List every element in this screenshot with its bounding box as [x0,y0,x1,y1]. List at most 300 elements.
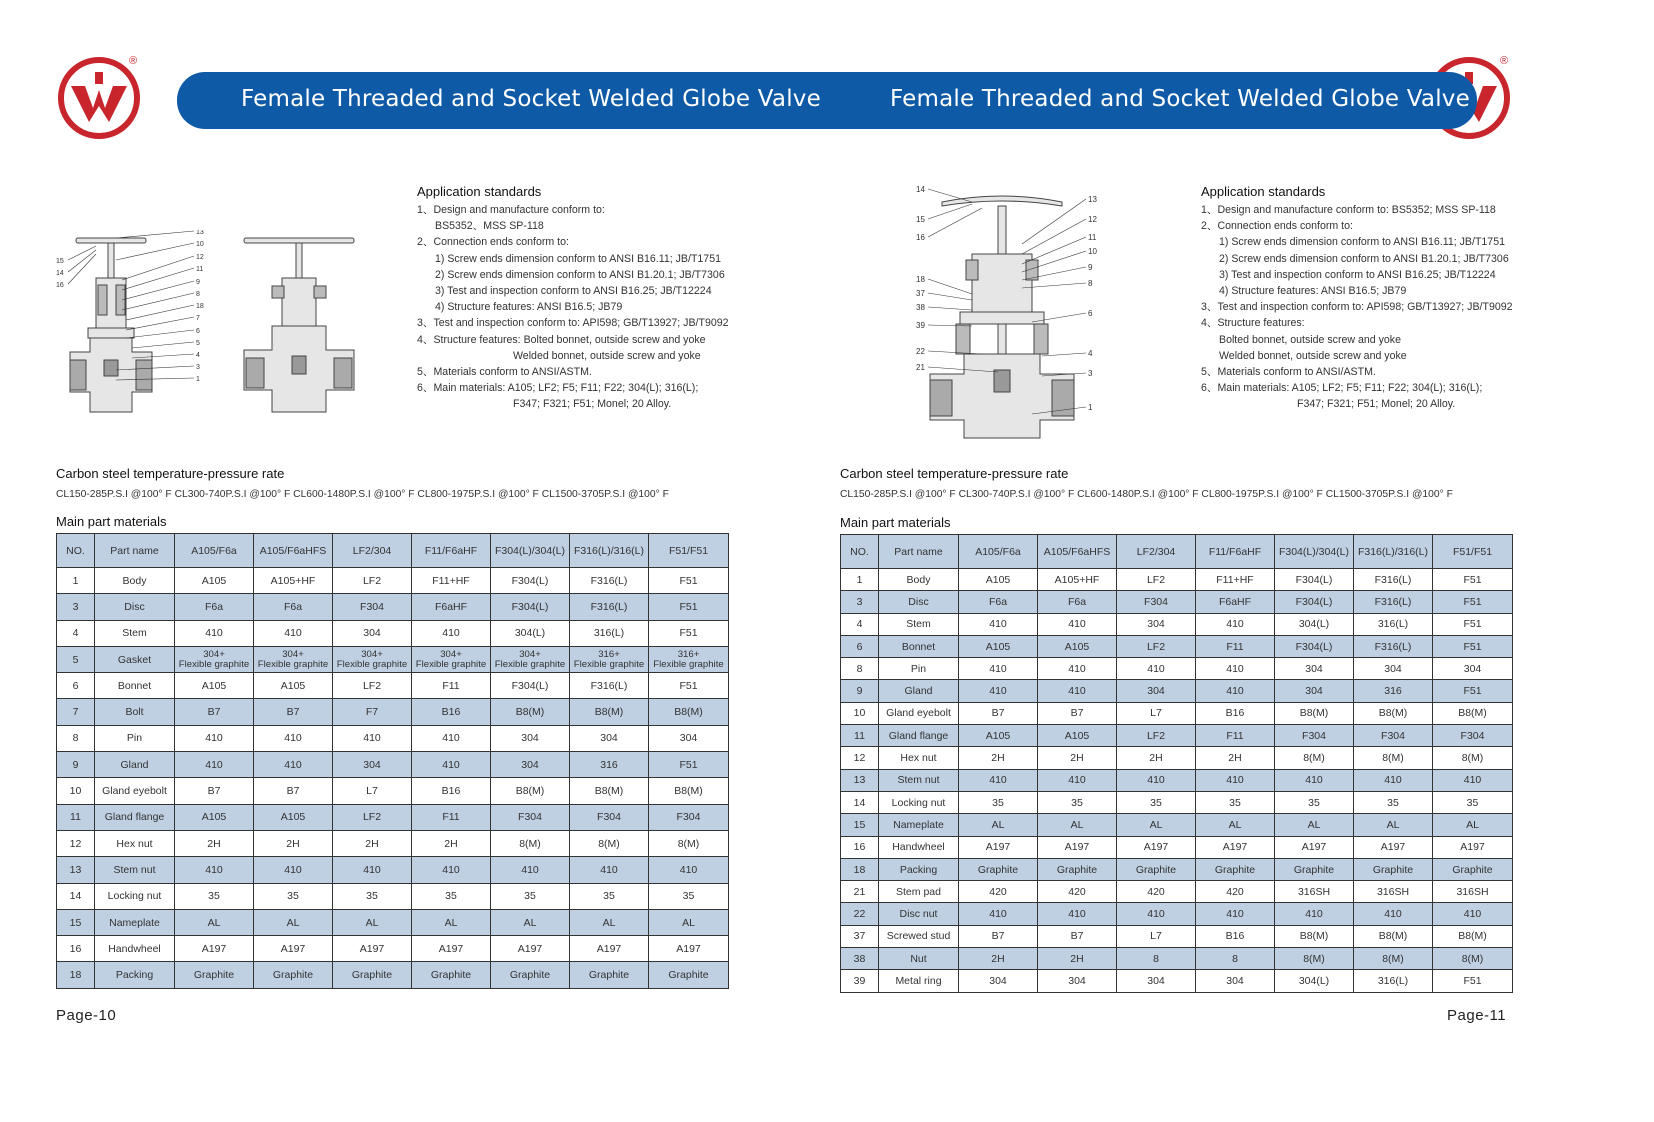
callout-label: 13 [1088,195,1097,204]
table-cell: B8(M) [491,778,570,804]
table-cell: 35 [649,883,729,909]
standard-line: 4) Structure features: ANSI B16.5; JB79 [435,301,623,314]
table-row [57,752,729,778]
table-row [841,569,1513,591]
table-cell: LF2 [1117,725,1196,747]
table-cell: B16 [1196,702,1275,724]
table-cell: 14 [841,791,879,813]
table-cell: LF2 [333,804,412,830]
table-cell: 410 [649,857,729,883]
table-cell: 21 [841,881,879,903]
table-cell: F304 [1275,725,1354,747]
table-cell: Graphite [1196,858,1275,880]
callout-line [122,268,194,290]
table-cell: F316(L) [1354,635,1433,657]
table-cell: Packing [879,858,959,880]
table-cell: Graphite [1354,858,1433,880]
standard-line: 3、Test and inspection conform to: API598; GB/T13927; JB/T9092 [1201,301,1513,314]
table-cell: 410 [570,857,649,883]
table-cell: Bonnet [95,673,175,699]
table-cell: B7 [254,699,333,725]
table-cell: A105 [175,568,254,594]
callout-label: 6 [1088,309,1093,318]
table-cell: 410 [1354,769,1433,791]
table-cell: A105 [959,635,1038,657]
table-cell: F6aHF [1196,591,1275,613]
table-cell: Pin [879,658,959,680]
table-cell: A105 [175,673,254,699]
table-cell: 410 [1433,903,1513,925]
callout-label: 21 [916,363,925,372]
registered-mark-right: ® [1500,55,1509,67]
table-cell: 410 [1038,769,1117,791]
table-cell: 410 [254,620,333,646]
table-cell: F11 [412,804,491,830]
table-row [57,936,729,962]
table-cell: 304 [1275,680,1354,702]
callout-label: 38 [916,303,925,312]
table-cell: F304(L) [491,673,570,699]
table-row [841,658,1513,680]
table-row [841,769,1513,791]
table-cell: 304 [1038,970,1117,992]
table-cell: 11 [57,804,95,830]
table-cell: 22 [841,903,879,925]
table-cell: B8(M) [1354,702,1433,724]
table-cell: Graphite [333,962,412,988]
table-cell: Gland flange [95,804,175,830]
table-cell: B16 [1196,925,1275,947]
table-row [57,725,729,751]
table-cell: L7 [1117,925,1196,947]
table-cell: 410 [1117,769,1196,791]
table-cell: 304 [491,752,570,778]
table-cell: B8(M) [1354,925,1433,947]
table-row [841,970,1513,992]
callout-label: 10 [1088,247,1097,256]
table-cell: Handwheel [95,936,175,962]
callout-line [1042,353,1086,356]
table-cell: F304(L) [491,594,570,620]
table-cell: Nameplate [95,909,175,935]
column-header: A105/F6a [959,535,1038,569]
table-cell: 410 [412,620,491,646]
table-cell: Pin [95,725,175,751]
table-cell: 16 [57,936,95,962]
table-cell: 9 [841,680,879,702]
table-cell: B8(M) [1275,702,1354,724]
table-cell: F7 [333,699,412,725]
callout-label: 37 [916,289,925,298]
table-cell: 2H [1196,747,1275,769]
callout-label: 11 [196,266,204,273]
table-cell: F11+HF [1196,569,1275,591]
table-cell: 410 [412,857,491,883]
standard-line: 2、Connection ends conform to: [1201,220,1353,233]
table-cell: Bolt [95,699,175,725]
table-row [841,747,1513,769]
column-header: Part name [95,534,175,568]
table-row [841,613,1513,635]
table-row [841,680,1513,702]
callout-label: 3 [1088,369,1093,378]
table-cell: F304(L) [1275,569,1354,591]
table-cell: AL [649,909,729,935]
table-cell: A197 [1196,836,1275,858]
table-cell: 304 [570,725,649,751]
table-cell: 15 [841,814,879,836]
table-cell: F51 [1433,970,1513,992]
table-cell: F304 [570,804,649,830]
materials-heading-right: Main part materials [840,515,951,530]
table-cell: B7 [1038,925,1117,947]
table-cell: 35 [1275,791,1354,813]
table-cell: 410 [1196,613,1275,635]
table-cell: A197 [959,836,1038,858]
table-cell: 13 [841,769,879,791]
column-header: F316(L)/316(L) [570,534,649,568]
table-cell: AL [1354,814,1433,836]
table-row [57,620,729,646]
table-row [841,925,1513,947]
callout-line [122,281,194,300]
table-cell: 304 [959,970,1038,992]
cell-line: Flexible graphite [494,658,566,670]
table-row [841,791,1513,813]
table-cell: 35 [1196,791,1275,813]
table-cell: 410 [333,725,412,751]
table-cell: 2H [959,747,1038,769]
table-cell: 8 [1196,948,1275,970]
table-cell: 410 [333,857,412,883]
valve-drawing-right [912,184,1112,444]
table-cell: 316 [1354,680,1433,702]
table-cell: 8(M) [491,830,570,856]
table-row [57,909,729,935]
column-header: A105/F6a [175,534,254,568]
table-cell: Locking nut [95,883,175,909]
table-cell: 410 [175,620,254,646]
callout-label: 4 [1088,349,1093,358]
callout-label: 14 [56,270,64,277]
table-cell: Stem [879,613,959,635]
table-cell: B7 [254,778,333,804]
table-cell: Gland [95,752,175,778]
table-row [841,858,1513,880]
table-cell: F316(L) [570,673,649,699]
callout-line [126,317,194,330]
table-cell: 35 [333,883,412,909]
standards-heading: Application standards [1201,184,1326,199]
table-cell: Screwed stud [879,925,959,947]
page-number-right: Page-11 [1447,1007,1507,1024]
callout-line [1022,237,1086,264]
table-cell: 304(L) [491,620,570,646]
column-header: A105/F6aHFS [1038,535,1117,569]
table-row [841,948,1513,970]
callout-label: 9 [196,279,200,286]
rate-heading-left: Carbon steel temperature-pressure rate [56,466,285,481]
callout-label: 18 [916,275,925,284]
table-cell: 410 [1196,769,1275,791]
table-cell: 316SH [1354,881,1433,903]
table-cell: Gland eyebolt [879,702,959,724]
table-cell: B8(M) [1275,925,1354,947]
standard-line: 5、Materials conform to ANSI/ASTM. [417,366,592,379]
table-row [57,699,729,725]
table-cell: Disc nut [879,903,959,925]
table-cell: 35 [1433,791,1513,813]
table-cell: 410 [254,857,333,883]
table-cell: F51 [1433,680,1513,702]
table-cell: 8(M) [1433,948,1513,970]
table-cell: 8(M) [1354,747,1433,769]
table-cell: F6a [1038,591,1117,613]
standard-line: 5、Materials conform to ANSI/ASTM. [1201,366,1376,379]
standard-line: 3) Test and inspection conform to ANSI B16.25; JB/T12224 [435,285,712,298]
standard-line: 2、Connection ends conform to: [417,236,569,249]
table-cell: 6 [57,673,95,699]
table-cell: A105 [254,673,333,699]
table-cell: 304 [333,752,412,778]
cell-line: Flexible graphite [415,658,487,670]
standard-line: 3、Test and inspection conform to: API598; GB/T13927; JB/T9092 [417,317,729,330]
table-cell: 1 [841,569,879,591]
table-cell: F51 [649,568,729,594]
standard-line: 1、Design and manufacture conform to: BS5352; MSS SP-118 [1201,204,1496,216]
table-cell: 10 [841,702,879,724]
valve-drawing-welded [232,228,372,440]
callout-label: 14 [916,185,925,194]
table-cell: Gland eyebolt [95,778,175,804]
table-cell: B8(M) [1433,702,1513,724]
table-cell: AL [1196,814,1275,836]
column-header: F11/F6aHF [1196,535,1275,569]
standard-line: F347; F321; F51; Monel; 20 Alloy. [513,398,672,411]
table-cell: Nameplate [879,814,959,836]
table-cell: 304 [1117,970,1196,992]
callout-label: 7 [196,315,200,322]
callout-line [1022,219,1086,254]
table-cell [570,646,649,672]
table-cell: B7 [959,925,1038,947]
table-cell: 2H [412,830,491,856]
table-cell: 35 [491,883,570,909]
table-cell: A105 [1038,635,1117,657]
table-cell: LF2 [333,673,412,699]
callout-label: 12 [1088,215,1097,224]
table-cell: 410 [254,752,333,778]
cell-line: 304+ [440,648,462,660]
cell-line: Flexible graphite [336,658,408,670]
table-cell: Stem [95,620,175,646]
table-cell: Graphite [959,858,1038,880]
cell-line: Flexible graphite [573,658,645,670]
table-cell: B8(M) [570,778,649,804]
table-cell: 304 [1117,680,1196,702]
table-cell: F51 [1433,569,1513,591]
table-cell [254,646,333,672]
table-cell: 3 [57,594,95,620]
table-cell: Graphite [491,962,570,988]
standard-line: 1) Screw ends dimension conform to ANSI B16.11; JB/T1751 [435,252,721,265]
company-logo-left [57,56,141,140]
table-cell: 410 [412,752,491,778]
table-cell: F6a [175,594,254,620]
table-cell: 410 [1038,613,1117,635]
table-cell: 8(M) [1354,948,1433,970]
table-cell: 15 [57,909,95,935]
table-cell: 2H [959,948,1038,970]
callout-line [126,330,194,338]
callout-line [928,208,982,237]
table-row [57,568,729,594]
table-cell: 410 [1275,903,1354,925]
materials-table-left [56,533,729,989]
callout-label: 8 [1088,279,1093,288]
table-cell: 37 [841,925,879,947]
callout-line [928,351,982,354]
table-cell: 14 [57,883,95,909]
table-cell: 35 [175,883,254,909]
table-cell: 304(L) [1275,613,1354,635]
table-cell: Disc [95,594,175,620]
table-cell: AL [175,909,254,935]
table-cell: A197 [570,936,649,962]
table-cell: AL [1433,814,1513,836]
table-cell: B7 [175,778,254,804]
valve-logo-icon [57,56,141,140]
table-cell: Hex nut [95,830,175,856]
table-cell: AL [959,814,1038,836]
table-cell: AL [254,909,333,935]
table-cell: B16 [412,778,491,804]
table-cell: F51 [1433,591,1513,613]
table-cell: 410 [1038,658,1117,680]
table-row [57,883,729,909]
table-cell: 8 [57,725,95,751]
table-cell: 35 [254,883,333,909]
cell-line: 304+ [519,648,541,660]
table-cell: 18 [841,858,879,880]
table-row [57,594,729,620]
column-header: F304(L)/304(L) [491,534,570,568]
table-cell: 410 [1196,903,1275,925]
registered-mark-left: ® [129,55,138,67]
cell-line: Flexible graphite [178,658,250,670]
table-cell: Hex nut [879,747,959,769]
table-cell: B7 [175,699,254,725]
table-cell: F11 [1196,635,1275,657]
callout-label: 16 [56,282,64,289]
table-cell: 410 [1433,769,1513,791]
table-cell: F304(L) [1275,635,1354,657]
table-cell: Bonnet [879,635,959,657]
column-header: Part name [879,535,959,569]
table-cell: 35 [1354,791,1433,813]
rates-left: CL150-285P.S.I @100° F CL300-740P.S.I @100° F CL600-1480P.S.I @100° F CL800-1975P.S.I @100° F CL1500-3705P.S.I @100° F [56,489,669,500]
table-cell [491,646,570,672]
table-cell: F51 [1433,635,1513,657]
table-cell: F304(L) [1275,591,1354,613]
table-cell: F51 [649,594,729,620]
page-title-left: Female Threaded and Socket Welded Globe Valve [241,86,821,112]
table-cell: 410 [959,613,1038,635]
callout-label: 18 [196,303,204,310]
standard-line: Welded bonnet, outside screw and yoke [1219,349,1407,362]
table-cell: F316(L) [570,568,649,594]
table-cell: Handwheel [879,836,959,858]
callout-label: 6 [196,328,200,335]
table-cell: 410 [1196,680,1275,702]
table-cell: 410 [412,725,491,751]
table-cell [175,646,254,672]
table-cell: 4 [841,613,879,635]
table-cell: A197 [1038,836,1117,858]
table-cell: AL [1117,814,1196,836]
table-cell: AL [412,909,491,935]
table-cell: F304(L) [491,568,570,594]
column-header: NO. [841,535,879,569]
table-cell: Graphite [570,962,649,988]
standard-line: 3) Test and inspection conform to ANSI B16.25; JB/T12224 [1219,268,1496,281]
table-cell: 2H [254,830,333,856]
table-cell: AL [1038,814,1117,836]
callout-line [122,256,194,280]
table-cell: 304 [649,725,729,751]
table-cell: A197 [491,936,570,962]
table-cell: F51 [1433,613,1513,635]
table-cell: 2H [175,830,254,856]
table-cell: Gland flange [879,725,959,747]
standard-line: 4、Structure features: Bolted bonnet, outside screw and yoke [417,333,706,346]
standard-line: 4、Structure features: [1201,317,1305,330]
table-cell: 18 [57,962,95,988]
table-cell: B7 [1038,702,1117,724]
table-cell: 16 [841,836,879,858]
table-cell: F51 [649,752,729,778]
table-cell: 5 [57,646,95,672]
table-cell: F6aHF [412,594,491,620]
table-cell: F304 [1117,591,1196,613]
table-cell: 316SH [1275,881,1354,903]
callout-label: 4 [196,352,200,359]
standard-line: 1) Screw ends dimension conform to ANSI B16.11; JB/T1751 [1219,236,1505,249]
table-cell: 410 [959,769,1038,791]
table-cell: Stem nut [879,769,959,791]
table-row [57,830,729,856]
table-cell: Graphite [175,962,254,988]
table-cell: A197 [412,936,491,962]
callout-label: 39 [916,321,925,330]
table-cell: 410 [1117,658,1196,680]
table-cell: 410 [254,725,333,751]
table-cell: 35 [959,791,1038,813]
table-cell: B16 [412,699,491,725]
cell-line: 304+ [203,648,225,660]
valve-drawing-bolted [56,230,216,442]
table-cell: 410 [1275,769,1354,791]
table-cell: 4 [57,620,95,646]
table-cell: 410 [959,658,1038,680]
table-cell: AL [570,909,649,935]
standard-line: 1、Design and manufacture conform to: [417,204,605,216]
table-cell: 8 [841,658,879,680]
table-row [57,962,729,988]
table-cell: A105+HF [254,568,333,594]
table-cell: 2H [1117,747,1196,769]
table-cell: A105 [175,804,254,830]
